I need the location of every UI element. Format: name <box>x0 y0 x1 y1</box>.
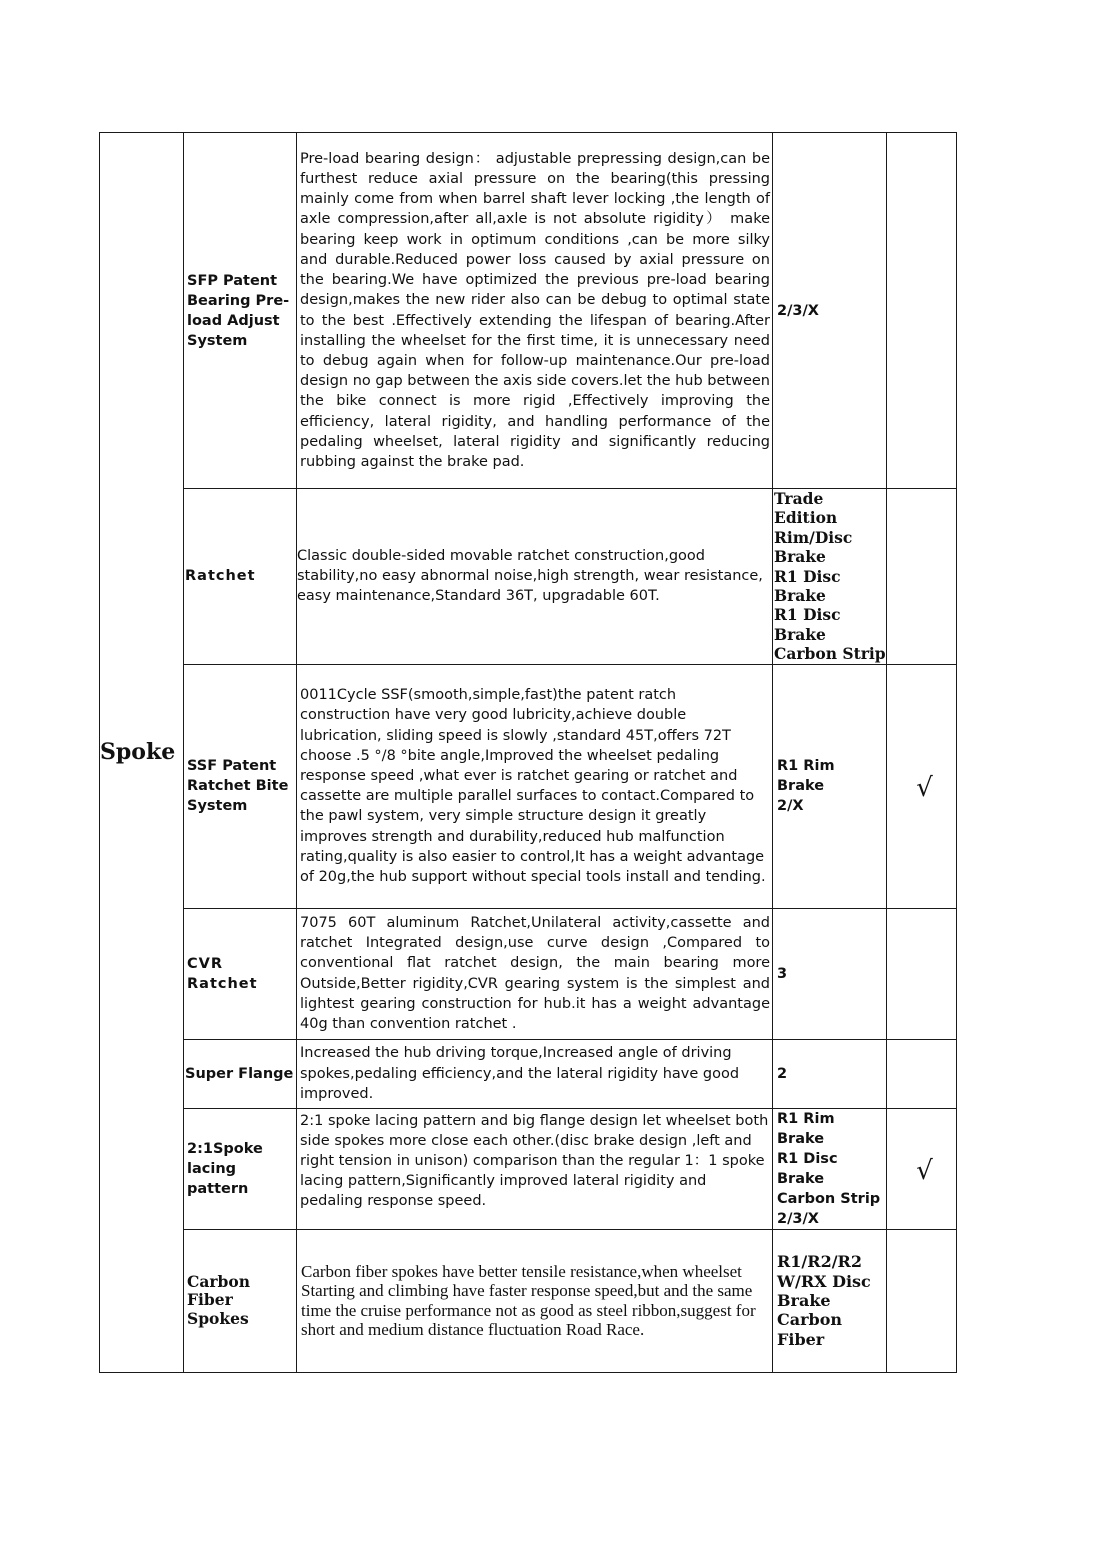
table-row <box>100 664 957 908</box>
check-cell <box>887 664 957 908</box>
feature-cell: Super Flange <box>184 1039 297 1108</box>
description-cell: 0011Cycle SSF(smooth,simple,fast)the patent ratch construction have very good lubricity,achieve double lubrication, sliding speed is slowly ,standard 45T,offers 72T choose .5 °/8 °bite angle,Improved the wheelset pedaling response speed ,what ever is ratchet gearing or ratchet and cassette are multiple parallel surfaces to contact.Compared to the pawl system, very simple structure design it greatly improves strength and durability,reduced hub malfunction rating,quality is also easier to control,It has a weight advantage of 20g,the hub support without special tools install and tending. <box>297 664 773 908</box>
checkmark: √ <box>916 773 933 804</box>
description-cell: Carbon fiber spokes have better tensile resistance,when wheelset Starting and climbing have faster response speed,but and the same time the cruise performance not as good as steel ribbon,suggest for short and medium distance fluctuation Road Race. <box>297 1229 773 1372</box>
spec-table <box>99 132 957 1373</box>
feature-cell: 2:1Spoke lacing pattern <box>184 1108 297 1229</box>
models-cell: 2/3/X <box>773 133 887 489</box>
feature-cell: SSF Patent Ratchet Bite System <box>184 664 297 908</box>
check-cell <box>887 133 957 489</box>
description-cell: 2:1 spoke lacing pattern and big flange design let wheelset both side spokes more close each other.(disc brake design ,left and right tension in unison) comparison than the regular 1：1 spoke lacing pattern,Significantly improved lateral rigidity and pedaling response speed. <box>297 1108 773 1229</box>
table-row <box>100 1229 957 1372</box>
description-cell: Classic double-sided movable ratchet construction,good stability,no easy abnormal noise,high strength, wear resistance, easy maintenance,Standard 36T, upgradable 60T. <box>297 489 773 665</box>
check-cell <box>887 1229 957 1372</box>
feature-cell: SFP Patent Bearing Pre-load Adjust System <box>184 133 297 489</box>
check-cell <box>887 1039 957 1108</box>
table-row <box>100 489 957 665</box>
table-row <box>100 1108 957 1229</box>
description-cell: Increased the hub driving torque,Increased angle of driving spokes,pedaling efficiency,and the lateral rigidity have good improved. <box>297 1039 773 1108</box>
models-cell: R1 Rim Brake 2/X <box>773 664 887 908</box>
check-cell <box>887 908 957 1039</box>
table-row <box>100 1039 957 1108</box>
models-cell: Trade Edition Rim/Disc Brake R1 Disc Brake R1 Disc Brake Carbon Strip <box>774 489 886 664</box>
table-row <box>100 133 957 489</box>
description-cell: Pre-load bearing design： adjustable prepressing design,can be furthest reduce axial pressure on the bearing(this pressing mainly come from when barrel shaft lever locking ,the length of axle compression,after all,axle is not absolute rigidity） make bearing keep work in optimum conditions ,can be more silky and durable.Reduced power loss caused by axial pressure on the bearing.We have optimized the previous pre-load bearing design,makes the new rider also can be debug to optimal state to the best .Effectively extending the lifespan of bearing.After installing the wheelset for the first time, it is unnecessary need to debug again when for follow-up maintenance.Our pre-load design no gap between the axis side covers.let the hub between the bike connect is more rigid ,Effectively improving the efficiency, lateral rigidity, and handling performance of the pedaling wheelset, lateral rigidity and significantly reducing rubbing against the brake pad. <box>297 133 773 489</box>
description-cell: 7075 60T aluminum Ratchet,Unilateral activity,cassette and ratchet Integrated design,use curve design ,Compared to conventional flat ratchet design, the main bearing more Outside,Better rigidity,CVR gearing system is the simplest and lightest gearing construction for hub.it has a weight advantage 40g than convention ratchet . <box>297 908 773 1039</box>
models-cell: 3 <box>773 908 887 1039</box>
models-cell: R1/R2/R2 W/RX Disc Brake Carbon Fiber <box>773 1229 887 1372</box>
category-cell: Spoke <box>100 133 184 1373</box>
feature-cell: Ratchet <box>184 489 297 665</box>
feature-cell: CVR Ratchet <box>184 908 297 1039</box>
check-cell <box>887 1108 957 1229</box>
models-cell: 2 <box>773 1039 887 1108</box>
models-cell: R1 Rim Brake R1 Disc Brake Carbon Strip 2/3/X <box>773 1108 887 1229</box>
check-cell <box>887 489 957 665</box>
checkmark: √ <box>916 1155 933 1186</box>
feature-cell: Carbon Fiber Spokes <box>184 1229 297 1372</box>
table-row <box>100 908 957 1039</box>
